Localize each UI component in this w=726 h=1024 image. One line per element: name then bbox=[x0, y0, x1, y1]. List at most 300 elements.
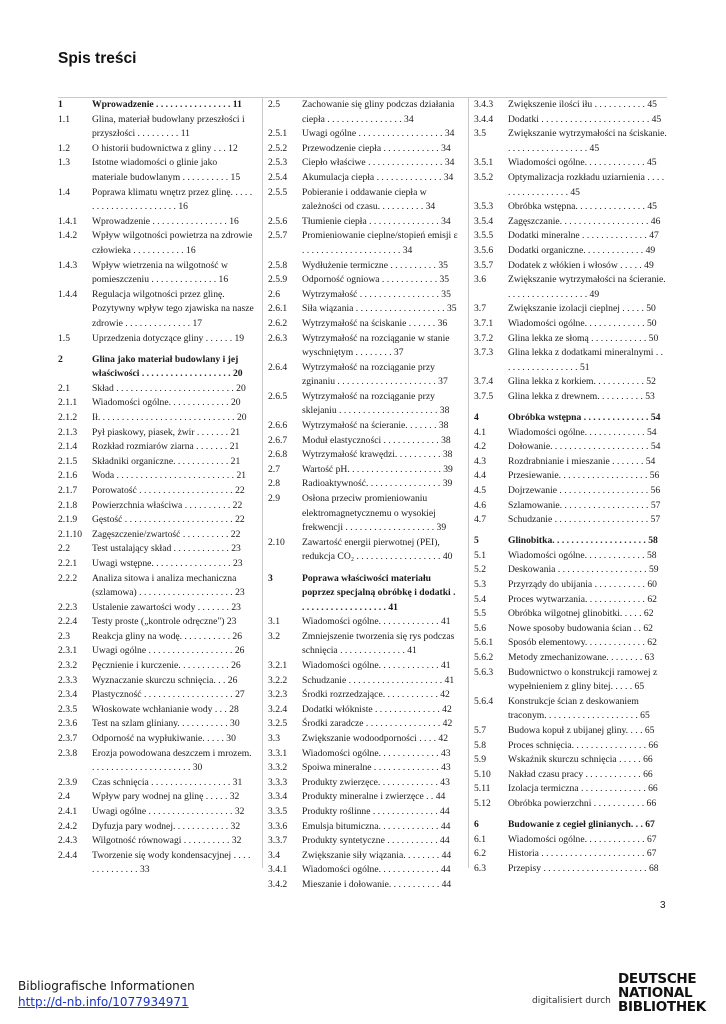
toc-number: 5.6.1 bbox=[474, 637, 494, 649]
toc-title: Promieniowanie cieplne/stopień emisji ε . . . . . . . . . . . . . . . . . . . . . 34 bbox=[302, 230, 458, 256]
toc-number: 3.7.3 bbox=[474, 347, 494, 359]
toc-entry bbox=[268, 332, 460, 361]
toc-entry bbox=[474, 578, 667, 593]
toc-entry bbox=[268, 302, 460, 317]
toc-number: 2.6.1 bbox=[268, 303, 288, 315]
toc-number: 2.6 bbox=[268, 288, 280, 300]
toc-number: 3.7.4 bbox=[474, 376, 494, 388]
toc-entry bbox=[474, 455, 667, 470]
toc-number: 2.1.6 bbox=[58, 470, 78, 482]
toc-number: 2.3.6 bbox=[58, 718, 78, 730]
toc-title: Zwiększanie wytrzymałości na ścieranie. . . . . . . . . . . . . . . . . . 49 bbox=[508, 274, 666, 300]
toc-title: Dyfuzja pary wodnej. . . . . . . . . . . . 32 bbox=[92, 820, 241, 832]
toc-title: Produkty zwierzęce. . . . . . . . . . . . . 43 bbox=[302, 776, 450, 788]
toc-title: Budownictwo o konstrukcji ramowej z wypełnieniem z gliny bitej. . . . . 65 bbox=[508, 666, 658, 693]
toc-number: 2.5 bbox=[268, 99, 280, 110]
toc-title: Wprowadzenie . . . . . . . . . . . . . . . . 16 bbox=[92, 215, 239, 227]
toc-title: Powierzchnia właściwa . . . . . . . . . . 22 bbox=[92, 499, 243, 511]
toc-title: Testy proste („kontrole odręczne") 23 bbox=[92, 616, 237, 628]
toc-entry bbox=[58, 659, 254, 674]
toc-entry bbox=[474, 768, 667, 783]
toc-number: 2.7 bbox=[268, 463, 280, 475]
toc-number: 5.7 bbox=[474, 724, 486, 736]
toc-number: 3.4.2 bbox=[268, 878, 288, 890]
toc-number: 2.3.9 bbox=[58, 776, 78, 788]
toc-number: 2.3.2 bbox=[58, 660, 78, 672]
toc-entry bbox=[58, 717, 254, 732]
toc-entry bbox=[58, 834, 254, 849]
toc-number: 2.1 bbox=[58, 382, 70, 394]
toc-number: 2.2.2 bbox=[58, 572, 78, 584]
toc-title: Glina lekka z dodatkami mineralnymi . . . . . . . . . . . . . . . . . 51 bbox=[508, 347, 664, 373]
toc-entry bbox=[474, 549, 667, 564]
toc-number: 6.1 bbox=[474, 833, 486, 845]
toc-entry bbox=[474, 346, 667, 375]
toc-entry bbox=[58, 259, 254, 288]
toc-number: 2.2.4 bbox=[58, 616, 78, 628]
toc-entry bbox=[268, 776, 460, 791]
toc-number: 2.2.1 bbox=[58, 557, 78, 569]
toc-entry bbox=[474, 833, 667, 848]
toc-title: Włoskowate wchłanianie wody . . . 28 bbox=[92, 703, 239, 715]
toc-entry bbox=[268, 98, 460, 127]
toc-number: 3.4 bbox=[268, 849, 280, 861]
bib-label: Bibliografische Informationen bbox=[18, 979, 195, 993]
toc-number: 6.3 bbox=[474, 862, 486, 874]
toc-entry bbox=[474, 215, 667, 230]
toc-number: 2.1.4 bbox=[58, 441, 78, 453]
toc-title: Dodatki włókniste . . . . . . . . . . . . . . 42 bbox=[302, 703, 452, 715]
toc-number: 2.1.3 bbox=[58, 426, 78, 438]
toc-number: 4.6 bbox=[474, 499, 486, 511]
toc-title: Ustalenie zawartości wody . . . . . . . 23 bbox=[92, 601, 241, 613]
toc-title: Siła wiązania . . . . . . . . . . . . . . . . . . . 35 bbox=[302, 303, 457, 315]
toc-number: 5.2 bbox=[474, 564, 486, 576]
toc-title: Czas schnięcia . . . . . . . . . . . . . . . . . 31 bbox=[92, 776, 243, 788]
toc-column-3 bbox=[474, 98, 667, 876]
toc-number: 3.4.3 bbox=[474, 99, 494, 110]
toc-title: Wilgotność równowagi . . . . . . . . . . 32 bbox=[92, 835, 242, 847]
toc-entry bbox=[58, 542, 254, 557]
toc-title: Proces wytwarzania. . . . . . . . . . . . . 62 bbox=[508, 593, 657, 605]
toc-entry bbox=[474, 244, 667, 259]
toc-title: Produkty syntetyczne . . . . . . . . . . . 44 bbox=[302, 835, 450, 847]
toc-number: 2.6.2 bbox=[268, 317, 288, 329]
toc-title: Osłona przeciw promieniowaniu elektromagnetycznemu o wysokiej frekwencji . . . . . . . . . . . . . . . . . . . 39 bbox=[302, 493, 447, 534]
toc-title: Wprowadzenie . . . . . . . . . . . . . . . . 11 bbox=[92, 99, 242, 110]
toc-title: Ciepło właściwe . . . . . . . . . . . . . . . . 34 bbox=[302, 157, 455, 169]
toc-title: Wartość pH. . . . . . . . . . . . . . . . . . . . 39 bbox=[302, 463, 453, 475]
toc-title: Plastyczność . . . . . . . . . . . . . . . . . . . 27 bbox=[92, 689, 245, 701]
toc-number: 3.7.2 bbox=[474, 332, 494, 344]
toc-title: Porowatość . . . . . . . . . . . . . . . . . . . . 22 bbox=[92, 484, 245, 496]
toc-entry bbox=[474, 332, 667, 347]
toc-entry bbox=[58, 615, 254, 630]
toc-title: Dołowanie. . . . . . . . . . . . . . . . . . . . . 54 bbox=[508, 441, 661, 453]
toc-number: 1 bbox=[58, 99, 63, 110]
toc-title: Budowanie z cegieł glinianych. . . 67 bbox=[508, 819, 655, 830]
toc-title: Tworzenie się wody kondensacyjnej . . . . . . . . . . . . . . 33 bbox=[92, 849, 251, 876]
toc-title: Erozja powodowana deszczem i mrozem. . . . . . . . . . . . . . . . . . . . . . 30 bbox=[92, 747, 252, 774]
toc-title: Glina lekka z drewnem. . . . . . . . . . 53 bbox=[508, 390, 655, 402]
toc-title: Glina lekka ze słomą . . . . . . . . . . . . 50 bbox=[508, 332, 659, 344]
toc-entry bbox=[58, 455, 254, 470]
page-number: 3 bbox=[660, 900, 666, 911]
toc-entry bbox=[58, 805, 254, 820]
toc-number: 4.5 bbox=[474, 484, 486, 496]
toc-title: Zachowanie się gliny podczas działania ciepła . . . . . . . . . . . . . . . . 34 bbox=[302, 99, 455, 125]
toc-entry bbox=[268, 717, 460, 732]
toc-number: 2.1.8 bbox=[58, 499, 78, 511]
toc-entry bbox=[268, 477, 460, 492]
toc-number: 5.11 bbox=[474, 783, 491, 795]
toc-title: Wytrzymałość . . . . . . . . . . . . . . . . . 35 bbox=[302, 288, 451, 300]
toc-number: 2.5.3 bbox=[268, 157, 288, 169]
toc-entry bbox=[268, 688, 460, 703]
toc-number: 1.4 bbox=[58, 186, 70, 198]
toc-number: 1.2 bbox=[58, 142, 70, 154]
toc-number: 3.5.4 bbox=[474, 215, 494, 227]
toc-entry bbox=[58, 572, 254, 601]
toc-number: 5.6.3 bbox=[474, 666, 494, 678]
toc-entry bbox=[58, 630, 254, 645]
toc-number: 3.5.6 bbox=[474, 244, 494, 256]
toc-number: 2.6.8 bbox=[268, 449, 288, 461]
toc-title: Środki zaradcze . . . . . . . . . . . . . . . . 42 bbox=[302, 718, 453, 730]
toc-title: Deskowania . . . . . . . . . . . . . . . . . . . 59 bbox=[508, 564, 659, 576]
toc-title: Zawartość energii pierwotnej (PEI), redukcja CO₂ . . . . . . . . . . . . . . . . . . 40 bbox=[302, 536, 453, 563]
toc-entry bbox=[58, 820, 254, 835]
toc-title: Wytrzymałość na rozciąganie w stanie wyschniętym . . . . . . . . 37 bbox=[302, 332, 450, 359]
toc-title: Uwagi ogólne . . . . . . . . . . . . . . . . . . 32 bbox=[92, 806, 245, 817]
toc-title: Emulsja bitumiczna. . . . . . . . . . . . . 44 bbox=[302, 820, 451, 832]
toc-title: Sposób elementowy. . . . . . . . . . . . . 62 bbox=[508, 637, 657, 649]
toc-title: Budowa kopuł z ubijanej gliny. . . . 65 bbox=[508, 724, 655, 736]
toc-entry bbox=[58, 382, 254, 397]
toc-entry bbox=[474, 499, 667, 514]
toc-entry bbox=[268, 317, 460, 332]
toc-title: Zwiększanie wytrzymałości na ściskanie. . . . . . . . . . . . . . . . . . 45 bbox=[508, 128, 667, 154]
toc-entry bbox=[58, 426, 254, 441]
toc-title: Konstrukcje ścian z deskowaniem traconym. . . . . . . . . . . . . . . . . . . . 65 bbox=[508, 695, 650, 722]
toc-title: Test na szlam gliniany. . . . . . . . . . . 30 bbox=[92, 718, 240, 730]
toc-number: 2.4.3 bbox=[58, 835, 78, 847]
toc-entry bbox=[474, 607, 667, 622]
toc-entry bbox=[268, 878, 460, 893]
toc-entry bbox=[268, 127, 460, 142]
toc-title: Wskaźnik skurczu schnięcia . . . . . 66 bbox=[508, 754, 653, 766]
toc-number: 3.7.1 bbox=[474, 317, 494, 329]
toc-title: Obróbka wilgotnej glinobitki. . . . . 62 bbox=[508, 608, 654, 620]
toc-entry bbox=[58, 332, 254, 347]
toc-number: 4.2 bbox=[474, 441, 486, 453]
toc-title: Zwiększanie wodoodporności . . . . 42 bbox=[302, 733, 449, 745]
toc-entry bbox=[268, 390, 460, 419]
toc-title: Historia . . . . . . . . . . . . . . . . . . . . . . 67 bbox=[508, 848, 657, 860]
toc-entry bbox=[474, 113, 667, 128]
toc-entry bbox=[474, 651, 667, 666]
toc-title: Zwiększanie izolacji cieplnej . . . . . 50 bbox=[508, 303, 656, 315]
toc-title: Schudzanie . . . . . . . . . . . . . . . . . . . . 41 bbox=[302, 674, 455, 686]
toc-chapter bbox=[58, 353, 254, 382]
toc-number: 3.4.1 bbox=[268, 864, 288, 876]
toc-entry bbox=[268, 142, 460, 157]
toc-title: Dodatki organiczne. . . . . . . . . . . . . 49 bbox=[508, 244, 656, 256]
toc-entry bbox=[268, 171, 460, 186]
toc-entry bbox=[58, 703, 254, 718]
toc-title: Uwagi ogólne . . . . . . . . . . . . . . . . . . 34 bbox=[302, 128, 455, 140]
toc-entry bbox=[58, 528, 254, 543]
toc-title: Przepisy . . . . . . . . . . . . . . . . . . . . . . 68 bbox=[508, 862, 659, 874]
toc-number: 2.5.2 bbox=[268, 142, 288, 154]
toc-entry bbox=[474, 484, 667, 499]
toc-entry bbox=[474, 171, 667, 200]
toc-number: 2.2.3 bbox=[58, 601, 78, 613]
toc-number: 5.4 bbox=[474, 593, 486, 605]
toc-number: 3.2.2 bbox=[268, 674, 288, 686]
toc-title: Produkty roślinne . . . . . . . . . . . . . . 44 bbox=[302, 806, 450, 817]
toc-number: 2.4.1 bbox=[58, 806, 78, 817]
toc-entry bbox=[58, 688, 254, 703]
toc-number: 5.10 bbox=[474, 768, 491, 780]
toc-entry bbox=[58, 186, 254, 215]
toc-entry bbox=[474, 563, 667, 578]
toc-entry bbox=[474, 847, 667, 862]
column-divider bbox=[468, 98, 469, 868]
toc-number: 5.1 bbox=[474, 549, 486, 561]
column-divider bbox=[262, 98, 263, 868]
toc-title: Wpływ wilgotności powietrza na zdrowie człowieka . . . . . . . . . . . 16 bbox=[92, 230, 253, 256]
toc-number: 6.2 bbox=[474, 848, 486, 860]
toc-entry bbox=[474, 156, 667, 171]
toc-number: 2.3.4 bbox=[58, 689, 78, 701]
toc-number: 1.3 bbox=[58, 157, 70, 169]
toc-entry bbox=[58, 469, 254, 484]
toc-title: Moduł elastyczności . . . . . . . . . . . . 38 bbox=[302, 434, 451, 446]
toc-title: Wiadomości ogólne. . . . . . . . . . . . . 41 bbox=[302, 660, 451, 672]
toc-number: 4.4 bbox=[474, 470, 486, 482]
toc-entry bbox=[474, 862, 667, 877]
toc-number: 5.6.2 bbox=[474, 651, 494, 663]
toc-number: 3.4.4 bbox=[474, 113, 494, 125]
toc-title: Spoiwa mineralne . . . . . . . . . . . . . . 43 bbox=[302, 762, 451, 774]
toc-title: Woda . . . . . . . . . . . . . . . . . . . . . . . . . 21 bbox=[92, 470, 247, 482]
toc-title: Szlamowanie. . . . . . . . . . . . . . . . . . . 57 bbox=[508, 499, 661, 511]
toc-entry bbox=[268, 156, 460, 171]
toc-title: Rozdrabnianie i mieszanie . . . . . . . 54 bbox=[508, 455, 656, 467]
toc-column-1 bbox=[58, 98, 254, 878]
toc-number: 5.5 bbox=[474, 608, 486, 620]
toc-entry bbox=[268, 674, 460, 689]
toc-number: 2.4.2 bbox=[58, 820, 78, 832]
toc-number: 3.1 bbox=[268, 616, 280, 628]
toc-entry bbox=[268, 463, 460, 478]
toc-entry bbox=[268, 834, 460, 849]
toc-title: Zagęszczanie. . . . . . . . . . . . . . . . . . . 46 bbox=[508, 215, 661, 227]
toc-title: Wiadomości ogólne. . . . . . . . . . . . . 50 bbox=[508, 317, 657, 329]
toc-entry bbox=[58, 411, 254, 426]
toc-title: Wpływ pary wodnej na glinę . . . . . 32 bbox=[92, 791, 240, 803]
toc-entry bbox=[58, 156, 254, 185]
toc-title: Wytrzymałość krawędzi. . . . . . . . . . 38 bbox=[302, 449, 453, 461]
toc-number: 2.6.4 bbox=[268, 361, 288, 373]
toc-entry bbox=[58, 484, 254, 499]
toc-number: 4.7 bbox=[474, 514, 486, 526]
toc-title: Pęcznienie i kurczenie. . . . . . . . . . . 26 bbox=[92, 660, 241, 672]
toc-title: Izolacja termiczna . . . . . . . . . . . . . . 66 bbox=[508, 783, 658, 795]
toc-number: 2.6.5 bbox=[268, 390, 288, 402]
toc-entry bbox=[268, 361, 460, 390]
toc-entry bbox=[474, 98, 667, 113]
toc-title: Uwagi wstępne. . . . . . . . . . . . . . . . . 23 bbox=[92, 557, 243, 569]
toc-entry bbox=[268, 820, 460, 835]
toc-number: 2.3.7 bbox=[58, 733, 78, 745]
toc-entry bbox=[58, 142, 254, 157]
toc-entry bbox=[474, 259, 667, 274]
toc-entry bbox=[268, 419, 460, 434]
toc-title: Uprzedzenia dotyczące gliny . . . . . . 19 bbox=[92, 332, 245, 344]
toc-title: Obróbka wstępna . . . . . . . . . . . . . . 54 bbox=[508, 411, 661, 423]
toc-chapter bbox=[474, 534, 667, 549]
toc-title: Dodatki . . . . . . . . . . . . . . . . . . . . . . . 45 bbox=[508, 113, 662, 125]
toc-title: Ił. . . . . . . . . . . . . . . . . . . . . . . . . . . . . 20 bbox=[92, 411, 247, 423]
toc-title: Metody zmechanizowane. . . . . . . . 63 bbox=[508, 651, 655, 663]
toc-number: 2.1.5 bbox=[58, 455, 78, 467]
toc-title: Przewodzenie ciepła . . . . . . . . . . . . 34 bbox=[302, 142, 451, 154]
toc-number: 4.3 bbox=[474, 455, 486, 467]
toc-title: Akumulacja ciepła . . . . . . . . . . . . . . 34 bbox=[302, 171, 454, 183]
toc-title: Wiadomości ogólne. . . . . . . . . . . . . 41 bbox=[302, 616, 451, 628]
toc-title: Test ustalający skład . . . . . . . . . . . . 23 bbox=[92, 543, 241, 555]
toc-number: 2.2 bbox=[58, 543, 70, 555]
toc-title: Reakcja gliny na wodę. . . . . . . . . . . 26 bbox=[92, 630, 243, 642]
toc-number: 3 bbox=[268, 572, 273, 584]
bib-link[interactable]: http://d-nb.info/1077934971 bbox=[18, 995, 189, 1009]
toc-entry bbox=[58, 849, 254, 878]
toc-title: Wpływ wietrzenia na wilgotność w pomieszczeniu . . . . . . . . . . . . . . 16 bbox=[92, 259, 229, 286]
toc-number: 5.3 bbox=[474, 579, 486, 590]
toc-title: Nowe sposoby budowania ścian . . 62 bbox=[508, 622, 653, 634]
toc-entry bbox=[58, 644, 254, 659]
toc-entry bbox=[474, 127, 667, 156]
toc-number: 3.3.5 bbox=[268, 806, 288, 817]
toc-entry bbox=[268, 215, 460, 230]
toc-number: 2.6.6 bbox=[268, 420, 288, 432]
toc-number: 1.1 bbox=[58, 113, 70, 125]
toc-number: 3.5.3 bbox=[474, 201, 494, 213]
toc-number: 1.4.3 bbox=[58, 259, 78, 271]
toc-entry bbox=[58, 674, 254, 689]
toc-title: Tłumienie ciepła . . . . . . . . . . . . . . . 34 bbox=[302, 215, 451, 227]
toc-number: 2.10 bbox=[268, 536, 285, 548]
toc-number: 3.3 bbox=[268, 733, 280, 745]
toc-column-2 bbox=[268, 98, 460, 893]
toc-entry bbox=[58, 113, 254, 142]
toc-title: Nakład czasu pracy . . . . . . . . . . . . 66 bbox=[508, 768, 653, 780]
toc-number: 1.4.1 bbox=[58, 215, 78, 227]
toc-entry bbox=[474, 469, 667, 484]
toc-title: Uwagi ogólne . . . . . . . . . . . . . . . . . . 26 bbox=[92, 645, 245, 657]
toc-number: 2.1.1 bbox=[58, 397, 78, 409]
toc-title: Pobieranie i oddawanie ciepła w zależności od czasu. . . . . . . . . . 34 bbox=[302, 186, 436, 213]
toc-title: Wiadomości ogólne. . . . . . . . . . . . . 67 bbox=[508, 833, 657, 845]
toc-title: Wiadomości ogólne. . . . . . . . . . . . . 44 bbox=[302, 864, 451, 876]
toc-entry bbox=[268, 732, 460, 747]
toc-number: 2.4 bbox=[58, 791, 70, 803]
toc-number: 3.3.7 bbox=[268, 835, 288, 847]
toc-number: 5.6.4 bbox=[474, 695, 494, 707]
toc-entry bbox=[474, 593, 667, 608]
toc-entry bbox=[58, 747, 254, 776]
toc-entry bbox=[268, 448, 460, 463]
toc-number: 3.5.7 bbox=[474, 259, 494, 271]
toc-number: 3.3.4 bbox=[268, 791, 288, 803]
toc-entry bbox=[268, 288, 460, 303]
toc-number: 5.9 bbox=[474, 754, 486, 766]
toc-number: 4.1 bbox=[474, 426, 486, 438]
toc-entry bbox=[474, 636, 667, 651]
toc-number: 2.1.10 bbox=[58, 528, 82, 540]
toc-number: 2.3.8 bbox=[58, 747, 78, 759]
toc-title: Regulacja wilgotności przez glinę. Pozytywny wpływ tego zjawiska na nasze zdrowie . . . . . . . . . . . . . . 17 bbox=[92, 288, 254, 329]
toc-number: 5.8 bbox=[474, 739, 486, 751]
toc-entry bbox=[58, 215, 254, 230]
toc-number: 3.3.6 bbox=[268, 820, 288, 832]
toc-title: Wiadomości ogólne. . . . . . . . . . . . . 54 bbox=[508, 426, 657, 438]
toc-entry bbox=[474, 440, 667, 455]
toc-title: O historii budownictwa z gliny . . . 12 bbox=[92, 142, 238, 154]
toc-number: 3.7 bbox=[474, 303, 486, 315]
toc-title: Glina jako materiał budowlany i jej właściwości . . . . . . . . . . . . . . . . . . . 20 bbox=[92, 353, 243, 380]
toc-entry bbox=[474, 229, 667, 244]
toc-entry bbox=[474, 426, 667, 441]
toc-number: 5.6 bbox=[474, 622, 486, 634]
toc-entry bbox=[58, 557, 254, 572]
toc-number: 5 bbox=[474, 535, 479, 547]
toc-number: 3.3.2 bbox=[268, 762, 288, 774]
toc-entry bbox=[58, 776, 254, 791]
toc-entry bbox=[474, 753, 667, 768]
toc-number: 3.5 bbox=[474, 128, 486, 140]
toc-entry bbox=[58, 499, 254, 514]
toc-number: 2.5.5 bbox=[268, 186, 288, 198]
toc-chapter bbox=[58, 98, 254, 113]
toc-number: 2.1.2 bbox=[58, 411, 78, 423]
toc-number: 2.6.3 bbox=[268, 332, 288, 344]
toc-number: 1.5 bbox=[58, 332, 70, 344]
toc-title: Istotne wiadomości o glinie jako materiale budowlanym . . . . . . . . . . 15 bbox=[92, 157, 241, 183]
toc-title: Przesiewanie. . . . . . . . . . . . . . . . . . . 56 bbox=[508, 470, 660, 482]
toc-entry bbox=[474, 695, 667, 724]
toc-entry bbox=[58, 440, 254, 455]
toc-number: 5.12 bbox=[474, 797, 491, 809]
toc-entry bbox=[474, 390, 667, 405]
toc-title: Wydłużenie termiczne . . . . . . . . . . 35 bbox=[302, 259, 448, 271]
toc-title: Skład . . . . . . . . . . . . . . . . . . . . . . . . . 20 bbox=[92, 382, 246, 394]
toc-number: 2.5.9 bbox=[268, 274, 288, 286]
toc-entry bbox=[268, 863, 460, 878]
toc-number: 3.5.2 bbox=[474, 171, 494, 183]
toc-number: 2.5.6 bbox=[268, 215, 288, 227]
dnb-logo-text: DEUTSCHE NATIONAL BIBLIOTHEK bbox=[618, 971, 706, 1015]
toc-title: Radioaktywność. . . . . . . . . . . . . . . . 39 bbox=[302, 478, 453, 490]
toc-entry bbox=[58, 288, 254, 332]
toc-title: Rozkład rozmiarów ziarna . . . . . . . 21 bbox=[92, 441, 240, 453]
toc-entry bbox=[268, 259, 460, 274]
toc-number: 2.5.8 bbox=[268, 259, 288, 271]
toc-entry bbox=[268, 630, 460, 659]
toc-entry bbox=[474, 273, 667, 302]
